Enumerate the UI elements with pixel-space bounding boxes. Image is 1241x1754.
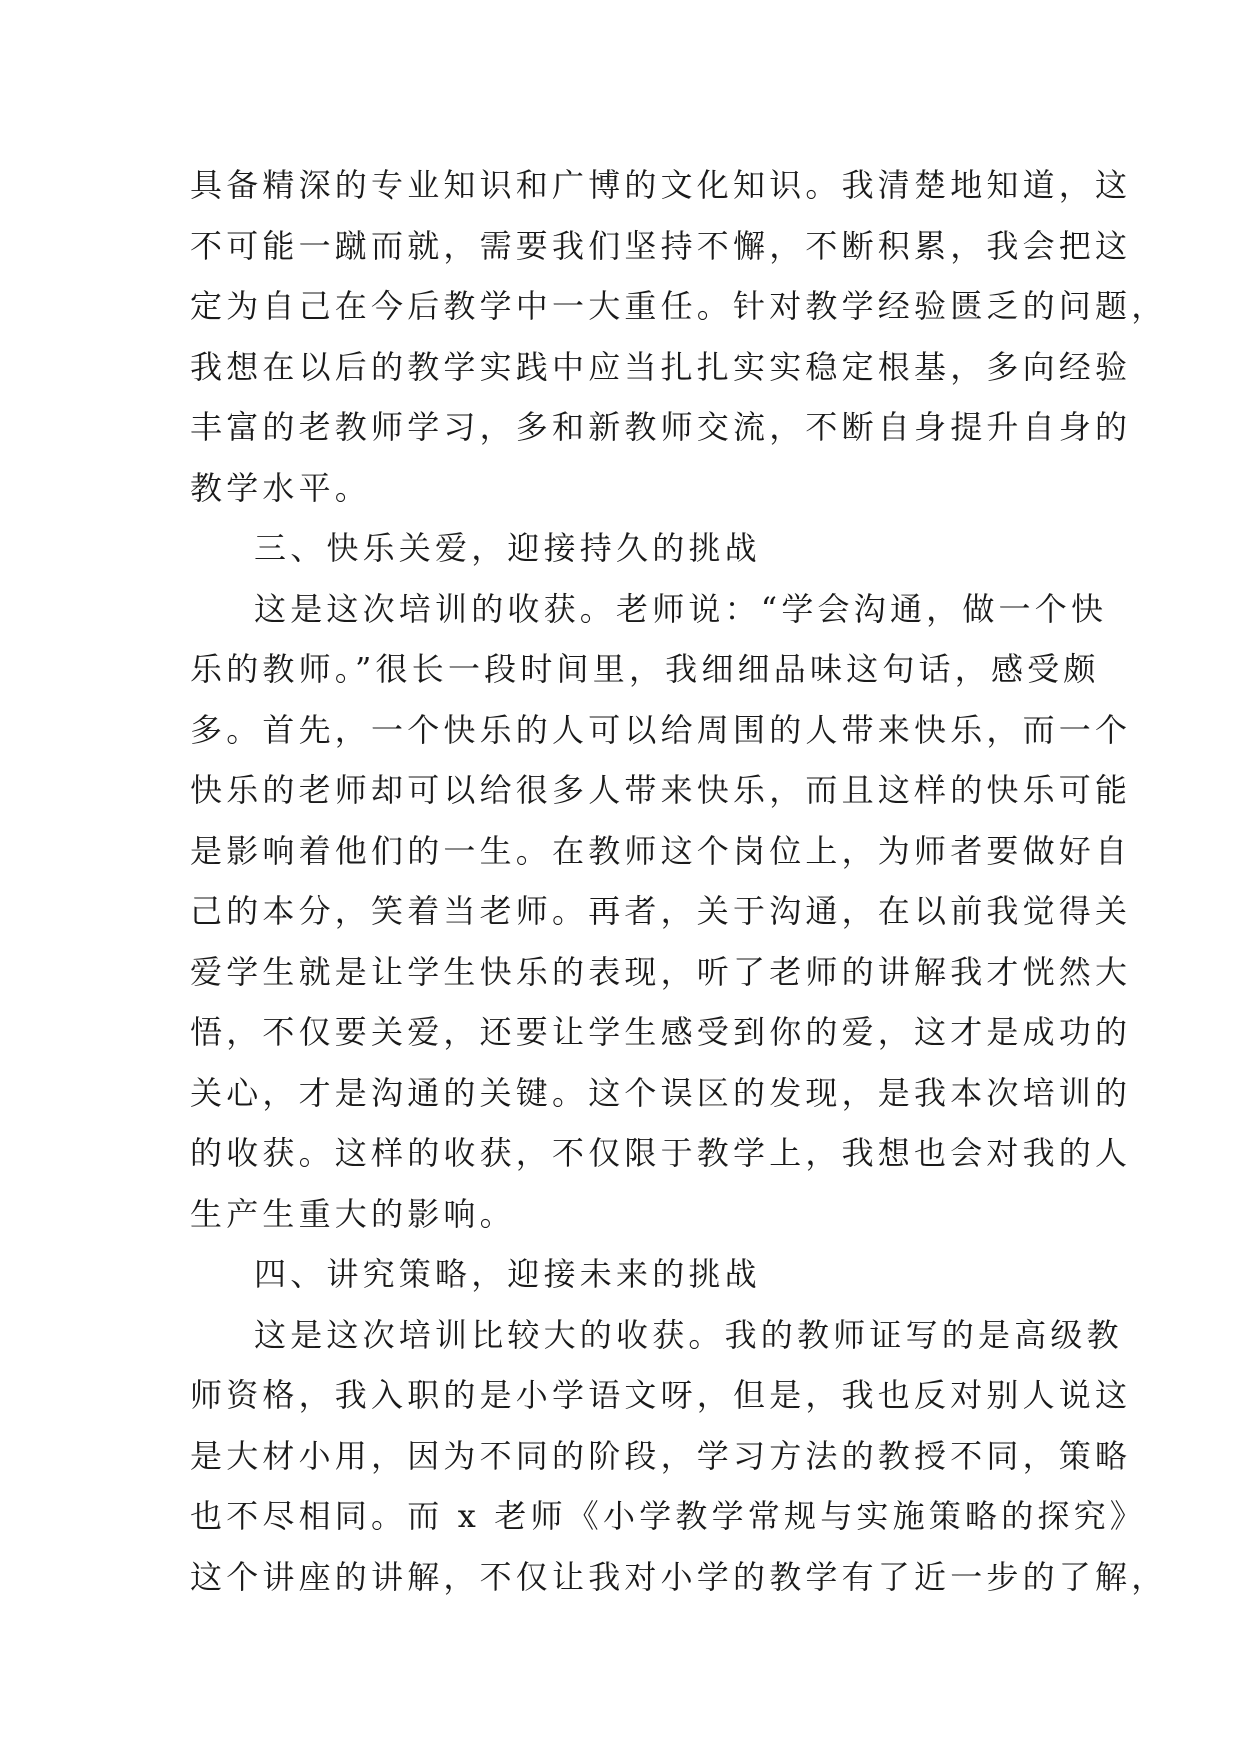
body-line: 快乐的老师却可以给很多人带来快乐，而且这样的快乐可能 xyxy=(190,771,1132,809)
body-line: 丰富的老教师学习，多和新教师交流，不断自身提升自身的 xyxy=(190,408,1132,446)
body-line: 我想在以后的教学实践中应当扎扎实实稳定根基，多向经验 xyxy=(190,347,1132,386)
body-line: 己的本分，笑着当老师。再者，关于沟通，在以前我觉得关 xyxy=(190,892,1132,930)
paragraph-first-line: 这是这次培训的收获。老师说：“学会沟通，做一个快 xyxy=(254,589,1108,628)
body-line: 关心，才是沟通的关键。这个误区的发现，是我本次培训的 xyxy=(190,1073,1132,1112)
body-line: 不可能一蹴而就，需要我们坚持不懈，不断积累，我会把这 xyxy=(190,226,1132,265)
body-line: 这个讲座的讲解，不仅让我对小学的教学有了近一步的了解， xyxy=(190,1557,1168,1596)
body-line: 也不尽相同。而 x 老师《小学教学常规与实施策略的探究》 xyxy=(190,1497,1146,1535)
body-line: 是大材小用，因为不同的阶段，学习方法的教授不同，策略 xyxy=(190,1436,1132,1475)
body-line: 的收获。这样的收获，不仅限于教学上，我想也会对我的人 xyxy=(190,1134,1132,1172)
section-heading-4: 四、讲究策略，迎接未来的挑战 xyxy=(254,1255,761,1293)
body-line: 是影响着他们的一生。在教师这个岗位上，为师者要做好自 xyxy=(190,831,1132,870)
section-heading-3: 三、快乐关爱，迎接持久的挑战 xyxy=(254,529,761,567)
body-line: 师资格，我入职的是小学语文呀，但是，我也反对别人说这 xyxy=(190,1376,1132,1414)
body-line: 爱学生就是让学生快乐的表现，听了老师的讲解我才恍然大 xyxy=(190,952,1132,991)
body-line: 乐的教师。”很长一段时间里，我细细品味这句话，感受颇 xyxy=(190,650,1100,688)
document-body xyxy=(190,155,1168,1607)
body-line: 具备精深的专业知识和广博的文化知识。我清楚地知道，这 xyxy=(190,166,1132,204)
body-line: 定为自己在今后教学中一大重任。针对教学经验匮乏的问题， xyxy=(190,287,1168,325)
paragraph-first-line: 这是这次培训比较大的收获。我的教师证写的是高级教 xyxy=(254,1315,1123,1354)
body-line: 悟，不仅要关爱，还要让学生感受到你的爱，这才是成功的 xyxy=(190,1013,1132,1051)
body-line: 生产生重大的影响。 xyxy=(190,1194,516,1233)
body-line: 教学水平。 xyxy=(190,468,372,507)
body-line: 多。首先，一个快乐的人可以给周围的人带来快乐，而一个 xyxy=(190,710,1132,749)
